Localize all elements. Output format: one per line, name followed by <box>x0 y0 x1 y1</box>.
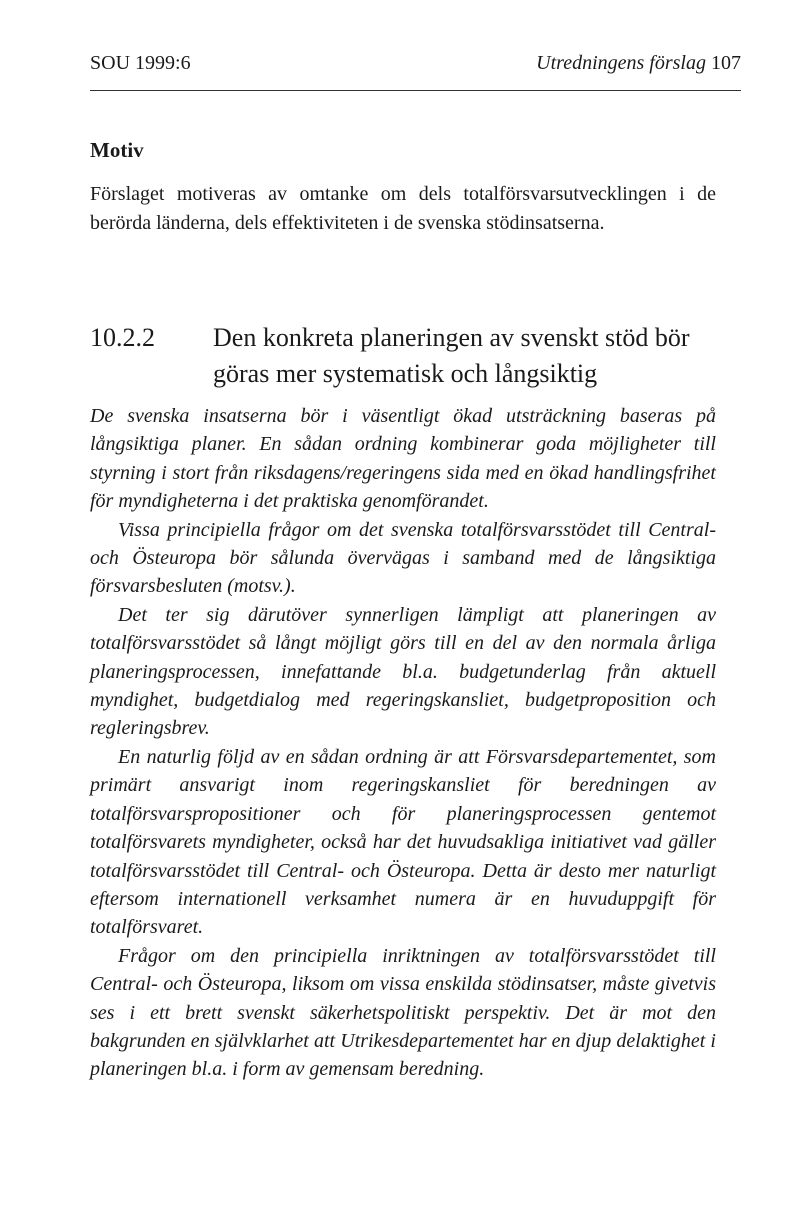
section-title: Den konkreta planeringen av svenskt stöd bör göras mer systematisk och långsiktig <box>213 323 690 388</box>
page-number: 107 <box>711 52 741 74</box>
body-paragraph: Frågor om den principiella inriktningen av totalförsvarsstödet till Central- och Östeuropa, liksom om vissa enskilda stödinsatser, måste givetvis ses i ett brett svenskt säkerhetspolitiskt perspektiv. Det är mot den bakgrunden en självklarhet att Utrikesdepartementet har en djup delaktighet i planeringen bl.a. i form av gemensam beredning. <box>90 944 716 1081</box>
header-rule <box>90 90 741 91</box>
running-title <box>536 52 741 75</box>
motiv-heading: Motiv <box>90 138 144 162</box>
motiv-paragraph: Förslaget motiveras av omtanke om dels totalförsvarsutvecklingen i de berörda länderna, dels effektiviteten i de svenska stödinsatserna. <box>90 183 716 234</box>
page-header <box>90 52 741 82</box>
body-paragraph: En naturlig följd av en sådan ordning är att Försvarsdepartementet, som primärt ansvarigt inom regeringskansliet för beredningen av totalförsvarspropositioner och för planeringsprocessen gentemot totalförsvarets myndigheter, också har det huvudsakliga initiativet vad gäller totalförsvarsstödet till Central- och Östeuropa. Detta är desto mer naturligt eftersom internationell verksamhet numera är en huvuduppgift för totalförsvaret. <box>90 745 716 939</box>
body-paragraph: Det ter sig därutöver synnerligen lämpligt att planeringen av totalförsvarsstödet så långt möjligt görs till en del av den normala årliga planeringsprocessen, innefattande bl.a. budgetunderlag från aktuell myndighet, budgetdialog med regeringskansliet, budgetproposition och regleringsbrev. <box>90 603 716 740</box>
body-paragraph: De svenska insatserna bör i väsentligt ökad utsträckning baseras på långsiktiga planer. En sådan ordning kombinerar goda möjligheter till styrning i stort från riksdagens/regeringens sida med en ökad handlingsfrihet för myndigheterna i det praktiska genomförandet. <box>90 405 716 513</box>
section-body <box>90 402 716 1084</box>
section-number: 10.2.2 <box>90 323 155 352</box>
chapter-title: Utredningens förslag <box>536 52 706 74</box>
report-reference: SOU 1999:6 <box>90 52 191 74</box>
body-paragraph: Vissa principiella frågor om det svenska totalförsvarsstödet till Central- och Östeuropa bör sålunda övervägas i samband med de långsiktiga försvarsbesluten (motsv.). <box>90 518 716 598</box>
